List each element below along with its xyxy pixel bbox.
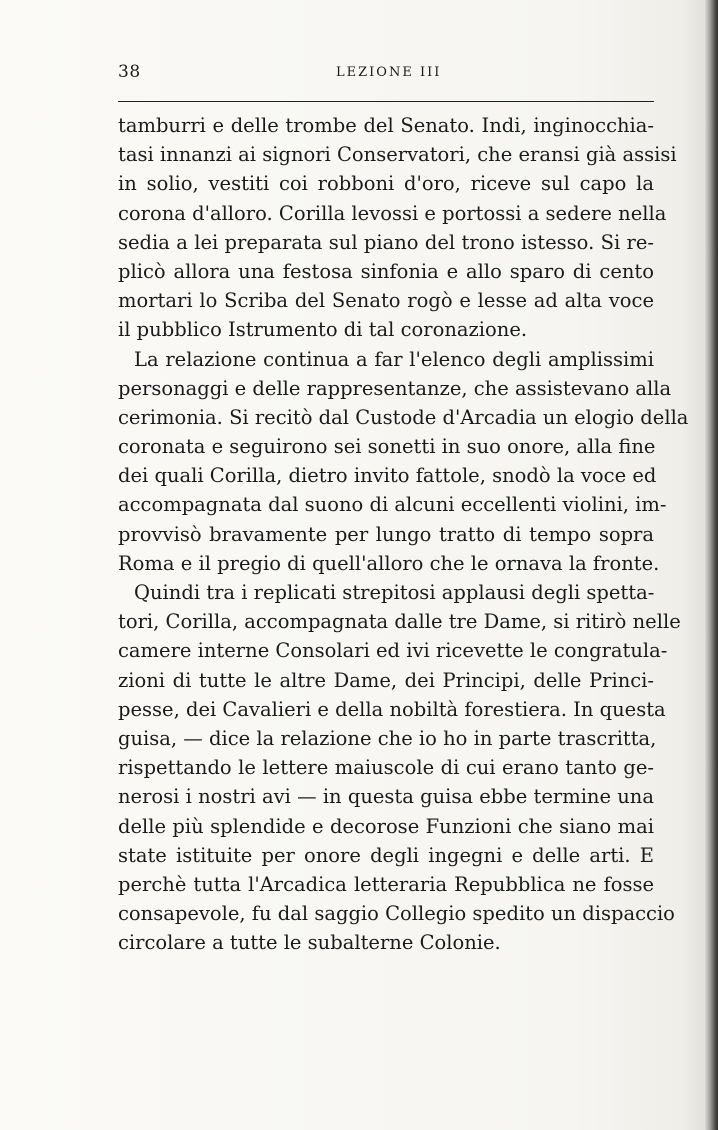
- text-line: mortari lo Scriba del Senato rogò e lesse ad alta voce: [118, 289, 654, 313]
- text-line: perchè tutta l'Arcadica letteraria Repubblica ne fosse: [118, 872, 654, 896]
- text-line: tamburri e delle trombe del Senato. Indi, inginocchia-: [118, 114, 654, 137]
- paragraph-end-line: il pubblico Istrumento di tal coronazione.: [118, 318, 528, 342]
- text-line: zioni di tutte le altre Dame, dei Principi, delle Princi-: [118, 668, 654, 692]
- running-head: [118, 62, 654, 88]
- paragraph-start-line: La relazione continua a far l'elenco degli amplissimi: [134, 347, 654, 371]
- text-line: accompagnata dal suono di alcuni eccellenti violini, im-: [118, 493, 667, 517]
- text-line: tori, Corilla, accompagnata dalle tre Dame, si ritirò nelle: [118, 610, 681, 634]
- text-line: provvisò bravamente per lungo tratto di tempo sopra: [118, 522, 654, 546]
- page-binding-edge: [704, 0, 718, 1130]
- text-line: cerimonia. Si recitò dal Custode d'Arcadia un elogio della: [118, 405, 689, 429]
- text-line: coronata e seguirono sei sonetti in suo onore, alla fine: [118, 435, 656, 459]
- text-line: guisa, — dice la relazione che io ho in parte trascritta,: [118, 726, 657, 750]
- text-line: tasi innanzi ai signori Conservatori, che eransi già assisi: [118, 143, 677, 167]
- text-line: consapevole, fu dal saggio Collegio spedito un dispaccio: [118, 902, 675, 926]
- paragraph-end-line: circolare a tutte le subalterne Colonie.: [118, 931, 501, 955]
- text-line: state istituite per onore degli ingegni e delle arti. E: [118, 843, 654, 867]
- text-line: nerosi i nostri avi — in questa guisa ebbe termine una: [118, 785, 654, 809]
- text-line: camere interne Consolari ed ivi ricevette le congratula-: [118, 639, 668, 663]
- text-line: plicò allora una festosa sinfonia e allo sparo di cento: [118, 259, 654, 283]
- text-line: delle più splendide e decorose Funzioni che siano mai: [118, 814, 654, 838]
- header-rule: [118, 101, 654, 102]
- text-line: in solio, vestiti coi robboni d'oro, riceve sul capo la: [118, 172, 654, 196]
- paragraph-end-line: Roma e il pregio di quell'alloro che le ornava la fronte.: [118, 551, 660, 575]
- text-line: personaggi e delle rappresentanze, che assistevano alla: [118, 376, 672, 400]
- body-text: [118, 111, 689, 957]
- text-line: sedia a lei preparata sul piano del trono istesso. Si re-: [118, 230, 654, 254]
- text-line: rispettando le lettere maiuscole di cui erano tanto ge-: [118, 756, 654, 780]
- chapter-title: LEZIONE III: [336, 65, 442, 80]
- page-number: 38: [118, 62, 141, 82]
- text-line: corona d'alloro. Corilla levossi e portossi a sedere nella: [118, 201, 667, 225]
- paragraph-start-line: Quindi tra i replicati strepitosi applausi degli spetta-: [134, 581, 655, 604]
- text-line: pesse, dei Cavalieri e della nobiltà forestiera. In questa: [118, 697, 666, 721]
- text-line: dei quali Corilla, dietro invito fattole, snodò la voce ed: [118, 464, 657, 488]
